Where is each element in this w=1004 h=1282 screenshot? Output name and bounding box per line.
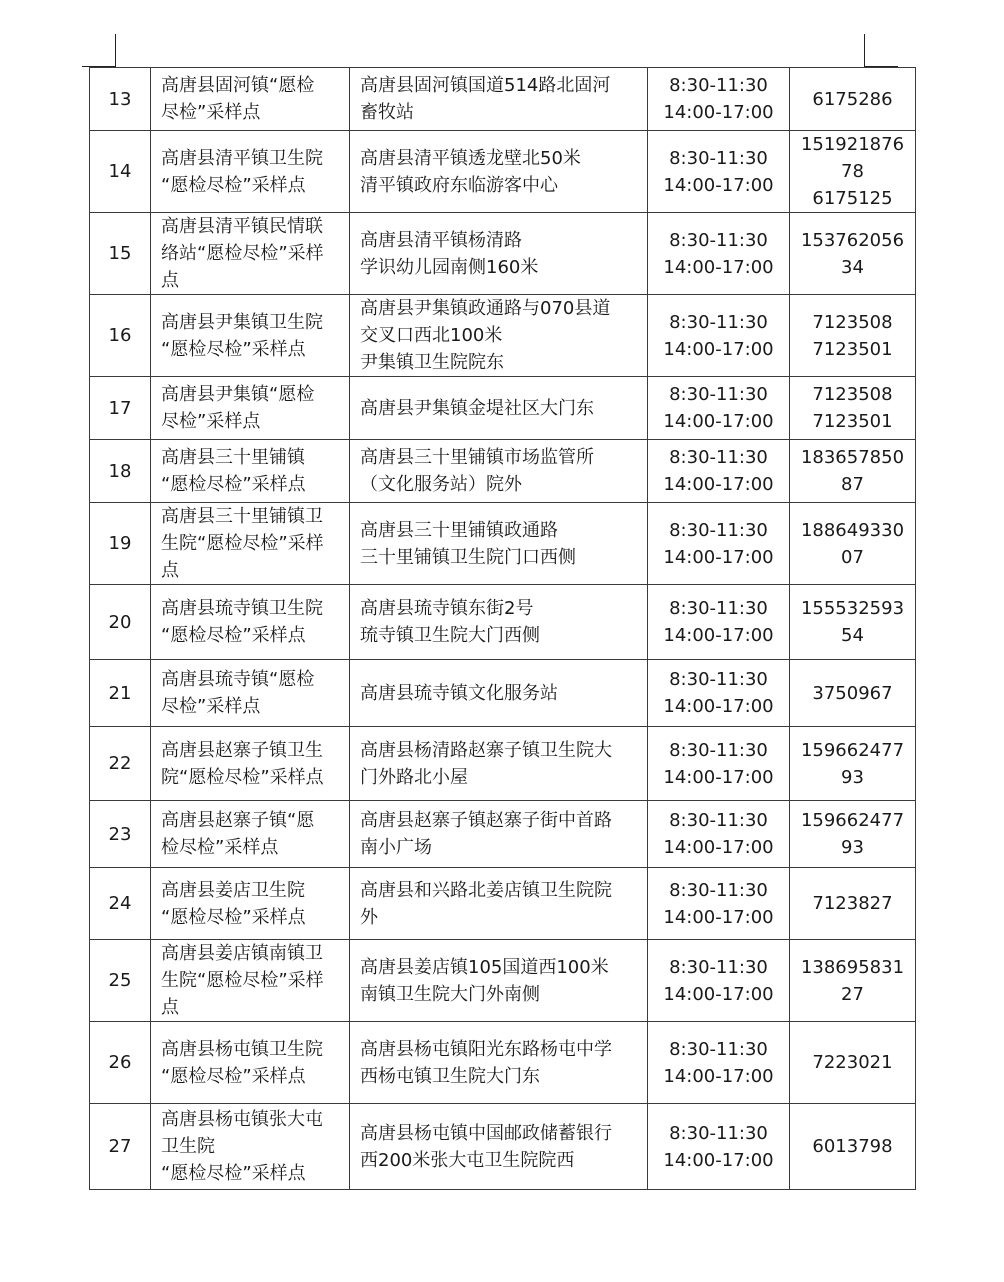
cell-address — [350, 440, 648, 503]
cell-hours-line: 8:30-11:30 — [669, 879, 768, 901]
cell-address-line: 高唐县杨清路赵寨子镇卫生院大 — [360, 739, 612, 761]
cell-address-line: 高唐县杨屯镇中国邮政储蓄银行 — [360, 1122, 612, 1144]
cell-site-name — [151, 1022, 350, 1104]
cell-site-name-line: 检尽检”采样点 — [161, 837, 279, 858]
table-row — [90, 868, 916, 940]
crop-mark-left — [115, 34, 116, 67]
cell-hours-line: 14:00-17:00 — [663, 906, 774, 928]
cell-phone — [790, 801, 916, 868]
cell-phone-line: 6175125 — [812, 188, 893, 209]
cell-number: 26 — [90, 1022, 151, 1104]
cell-hours — [648, 503, 790, 585]
cell-hours-line: 14:00-17:00 — [663, 546, 774, 568]
cell-phone — [790, 68, 916, 131]
cell-site-name-line: 高唐县杨屯镇张大屯 — [161, 1109, 323, 1130]
cell-hours-line: 14:00-17:00 — [663, 256, 774, 278]
cell-phone-line: 7123508 — [812, 384, 893, 405]
cell-hours — [648, 440, 790, 503]
cell-address-line: 清平镇政府东临游客中心 — [360, 174, 558, 196]
cell-phone — [790, 940, 916, 1022]
cell-site-name-line: 高唐县尹集镇“愿检 — [161, 384, 315, 405]
cell-hours — [648, 801, 790, 868]
cell-address — [350, 1022, 648, 1104]
cell-hours — [648, 940, 790, 1022]
cell-hours — [648, 213, 790, 295]
cell-address-line: 西杨屯镇卫生院大门东 — [360, 1065, 540, 1087]
cell-phone-line: 7123508 — [812, 311, 893, 333]
cell-site-name-line: 高唐县固河镇“愿检 — [161, 75, 315, 96]
cell-site-name-line: 尽检”采样点 — [161, 411, 261, 432]
cell-address-line: 高唐县琉寺镇文化服务站 — [360, 682, 558, 704]
table-row — [90, 503, 916, 585]
cell-address-line: 交叉口西北100米 — [360, 325, 503, 346]
cell-hours-line: 8:30-11:30 — [669, 447, 768, 468]
cell-site-name — [151, 440, 350, 503]
cell-site-name — [151, 801, 350, 868]
cell-hours-line: 8:30-11:30 — [669, 810, 768, 831]
cell-hours-line: 14:00-17:00 — [663, 474, 774, 495]
cell-site-name — [151, 377, 350, 440]
cell-hours-line: 14:00-17:00 — [663, 625, 774, 646]
cell-phone — [790, 585, 916, 660]
cell-phone-line: 07 — [841, 546, 864, 568]
cell-site-name-line: “愿检尽检”采样点 — [161, 174, 306, 196]
table-row — [90, 660, 916, 727]
cell-phone-line: 159662477 — [800, 810, 905, 831]
cell-site-name — [151, 585, 350, 660]
cell-address-line: 高唐县清平镇透龙壁北50米 — [360, 147, 581, 169]
cell-hours — [648, 377, 790, 440]
cell-site-name-line: 点 — [161, 560, 179, 581]
cell-phone-line: 159662477 — [800, 739, 905, 761]
cell-address — [350, 868, 648, 940]
cell-site-name-line: 高唐县琉寺镇卫生院 — [161, 598, 323, 619]
cell-number: 20 — [90, 585, 151, 660]
cell-number: 17 — [90, 377, 151, 440]
cell-hours-line: 8:30-11:30 — [669, 739, 768, 761]
cell-number: 27 — [90, 1104, 151, 1190]
cell-number: 13 — [90, 68, 151, 131]
cell-address — [350, 131, 648, 213]
cell-phone-line: 78 — [841, 161, 864, 182]
cell-hours-line: 14:00-17:00 — [663, 696, 774, 717]
cell-site-name-line: 院“愿检尽检”采样点 — [161, 766, 324, 788]
cell-phone-line: 7123827 — [812, 893, 893, 914]
table-row — [90, 440, 916, 503]
table-row — [90, 940, 916, 1022]
cell-phone — [790, 131, 916, 213]
cell-phone — [790, 1104, 916, 1190]
cell-address-line: 畜牧站 — [360, 102, 414, 123]
cell-site-name-line: 高唐县姜店卫生院 — [161, 879, 305, 901]
cell-hours — [648, 727, 790, 801]
cell-site-name-line: 高唐县赵寨子镇“愿 — [161, 810, 315, 831]
cell-phone-line: 54 — [841, 625, 864, 646]
cell-phone-line: 34 — [841, 256, 864, 278]
cell-number: 15 — [90, 213, 151, 295]
cell-phone — [790, 295, 916, 377]
cell-address-line: 高唐县杨屯镇阳光东路杨屯中学 — [360, 1038, 612, 1060]
cell-phone — [790, 503, 916, 585]
cell-address — [350, 801, 648, 868]
cell-site-name-line: “愿检尽检”采样点 — [161, 338, 306, 360]
cell-address-line: 高唐县尹集镇金堤社区大门东 — [360, 397, 594, 419]
cell-address-line: 尹集镇卫生院院东 — [360, 352, 504, 373]
cell-site-name-line: 高唐县姜店镇南镇卫 — [161, 943, 323, 964]
cell-site-name — [151, 868, 350, 940]
cell-site-name-line: “愿检尽检”采样点 — [161, 474, 306, 495]
cell-address-line: 学识幼儿园南侧160米 — [360, 256, 539, 278]
cell-phone-line: 27 — [841, 983, 864, 1005]
cell-hours-line: 14:00-17:00 — [663, 102, 774, 123]
cell-address-line: 外 — [360, 906, 378, 928]
cell-address-line: 高唐县三十里铺镇政通路 — [360, 519, 558, 541]
cell-site-name-line: 高唐县三十里铺镇 — [161, 447, 305, 468]
cell-hours-line: 8:30-11:30 — [669, 147, 768, 169]
cell-site-name-line: 高唐县清平镇卫生院 — [161, 147, 323, 169]
cell-address — [350, 377, 648, 440]
cell-phone — [790, 868, 916, 940]
table-row — [90, 727, 916, 801]
cell-address-line: 高唐县尹集镇政通路与070县道 — [360, 298, 611, 319]
cell-phone — [790, 1022, 916, 1104]
cell-site-name-line: 点 — [161, 997, 179, 1018]
cell-address-line: 西200米张大屯卫生院院西 — [360, 1149, 575, 1171]
cell-site-name-line: “愿检尽检”采样点 — [161, 625, 306, 646]
cell-site-name-line: 高唐县清平镇民情联 — [161, 216, 323, 237]
cell-hours-line: 14:00-17:00 — [663, 338, 774, 360]
cell-number: 25 — [90, 940, 151, 1022]
cell-phone-line: 188649330 — [800, 519, 905, 541]
cell-address — [350, 1104, 648, 1190]
cell-site-name-line: 卫生院 — [161, 1136, 215, 1157]
table-row — [90, 585, 916, 660]
cell-site-name-line: 高唐县赵寨子镇卫生 — [161, 739, 323, 761]
cell-site-name-line: 络站“愿检尽检”采样 — [161, 243, 324, 264]
cell-hours — [648, 1104, 790, 1190]
cell-hours-line: 8:30-11:30 — [669, 956, 768, 978]
cell-site-name-line: 高唐县尹集镇卫生院 — [161, 311, 323, 333]
cell-phone-line: 155532593 — [800, 598, 905, 619]
cell-site-name — [151, 727, 350, 801]
cell-address-line: 南小广场 — [360, 837, 432, 858]
cell-hours-line: 14:00-17:00 — [663, 174, 774, 196]
cell-site-name-line: 生院“愿检尽检”采样 — [161, 970, 324, 991]
cell-hours-line: 8:30-11:30 — [669, 75, 768, 96]
cell-phone-line: 153762056 — [800, 229, 905, 251]
cell-hours-line: 14:00-17:00 — [663, 411, 774, 432]
cell-number: 24 — [90, 868, 151, 940]
table-row — [90, 131, 916, 213]
cell-hours — [648, 295, 790, 377]
table-row — [90, 1022, 916, 1104]
cell-address-line: 高唐县赵寨子镇赵寨子街中首路 — [360, 810, 612, 831]
table-row — [90, 213, 916, 295]
cell-address-line: 南镇卫生院大门外南侧 — [360, 983, 540, 1005]
table-row — [90, 1104, 916, 1190]
cell-number: 18 — [90, 440, 151, 503]
cell-hours-line: 14:00-17:00 — [663, 837, 774, 858]
cell-number: 16 — [90, 295, 151, 377]
cell-hours — [648, 68, 790, 131]
cell-hours-line: 8:30-11:30 — [669, 229, 768, 251]
cell-phone-line: 3750967 — [812, 682, 893, 704]
cell-phone-line: 151921876 — [800, 134, 905, 155]
cell-address-line: （文化服务站）院外 — [360, 474, 522, 495]
cell-site-name-line: “愿检尽检”采样点 — [161, 906, 306, 928]
cell-address-line: 高唐县琉寺镇东街2号 — [360, 598, 534, 619]
cell-phone-line: 183657850 — [800, 447, 905, 468]
cell-address — [350, 295, 648, 377]
cell-site-name — [151, 295, 350, 377]
cell-site-name-line: 高唐县琉寺镇“愿检 — [161, 669, 315, 690]
cell-address-line: 高唐县清平镇杨清路 — [360, 229, 522, 251]
table-row — [90, 801, 916, 868]
cell-hours-line: 8:30-11:30 — [669, 519, 768, 541]
cell-site-name-line: 高唐县三十里铺镇卫 — [161, 506, 323, 527]
cell-address — [350, 503, 648, 585]
cell-hours-line: 8:30-11:30 — [669, 669, 768, 690]
cell-address-line: 门外路北小屋 — [360, 766, 468, 788]
cell-site-name-line: 尽检”采样点 — [161, 696, 261, 717]
cell-hours-line: 14:00-17:00 — [663, 983, 774, 1005]
cell-site-name-line: “愿检尽检”采样点 — [161, 1163, 306, 1184]
cell-phone-line: 138695831 — [800, 956, 905, 978]
cell-hours-line: 8:30-11:30 — [669, 384, 768, 405]
cell-phone — [790, 440, 916, 503]
cell-address-line: 高唐县姜店镇105国道西100米 — [360, 956, 609, 978]
sampling-sites-table — [89, 67, 916, 1190]
cell-hours-line: 14:00-17:00 — [663, 766, 774, 788]
cell-site-name — [151, 1104, 350, 1190]
cell-phone — [790, 213, 916, 295]
cell-hours-line: 14:00-17:00 — [663, 1149, 774, 1171]
cell-address-line: 高唐县固河镇国道514路北固河 — [360, 75, 611, 96]
cell-phone-line: 7123501 — [812, 411, 893, 432]
cell-address-line: 高唐县三十里铺镇市场监管所 — [360, 447, 594, 468]
cell-hours-line: 8:30-11:30 — [669, 1122, 768, 1144]
cell-hours — [648, 868, 790, 940]
cell-address — [350, 660, 648, 727]
table-row — [90, 68, 916, 131]
cell-phone-line: 87 — [841, 474, 864, 495]
cell-number: 14 — [90, 131, 151, 213]
cell-site-name — [151, 660, 350, 727]
cell-number: 22 — [90, 727, 151, 801]
cell-address-line: 三十里铺镇卫生院门口西侧 — [360, 546, 576, 568]
cell-hours-line: 8:30-11:30 — [669, 311, 768, 333]
cell-site-name — [151, 503, 350, 585]
cell-hours-line: 14:00-17:00 — [663, 1065, 774, 1087]
cell-site-name-line: 尽检”采样点 — [161, 102, 261, 123]
cell-address — [350, 727, 648, 801]
cell-phone — [790, 660, 916, 727]
cell-phone — [790, 377, 916, 440]
cell-site-name — [151, 68, 350, 131]
cell-address-line: 高唐县和兴路北姜店镇卫生院院 — [360, 879, 612, 901]
cell-hours — [648, 1022, 790, 1104]
cell-phone-line: 93 — [841, 837, 864, 858]
cell-phone-line: 6175286 — [812, 88, 893, 110]
cell-phone-line: 6013798 — [812, 1136, 893, 1157]
cell-address — [350, 940, 648, 1022]
cell-number: 23 — [90, 801, 151, 868]
cell-site-name — [151, 131, 350, 213]
cell-site-name-line: 点 — [161, 270, 179, 291]
cell-phone-line: 7123501 — [812, 338, 893, 360]
cell-hours-line: 8:30-11:30 — [669, 1038, 768, 1060]
table-body — [90, 68, 916, 1190]
cell-phone-line: 7223021 — [812, 1052, 893, 1073]
table-row — [90, 377, 916, 440]
cell-site-name-line: “愿检尽检”采样点 — [161, 1065, 306, 1087]
table-row — [90, 295, 916, 377]
cell-address — [350, 585, 648, 660]
cell-number: 19 — [90, 503, 151, 585]
cell-number: 21 — [90, 660, 151, 727]
cell-address — [350, 213, 648, 295]
cell-hours — [648, 660, 790, 727]
cell-hours-line: 8:30-11:30 — [669, 598, 768, 619]
cell-address — [350, 68, 648, 131]
cell-phone — [790, 727, 916, 801]
cell-hours — [648, 585, 790, 660]
crop-mark-right — [864, 34, 865, 67]
cell-site-name — [151, 940, 350, 1022]
cell-hours — [648, 131, 790, 213]
cell-address-line: 琉寺镇卫生院大门西侧 — [360, 625, 540, 646]
cell-site-name-line: 生院“愿检尽检”采样 — [161, 533, 324, 554]
cell-site-name — [151, 213, 350, 295]
cell-site-name-line: 高唐县杨屯镇卫生院 — [161, 1038, 323, 1060]
cell-phone-line: 93 — [841, 766, 864, 788]
